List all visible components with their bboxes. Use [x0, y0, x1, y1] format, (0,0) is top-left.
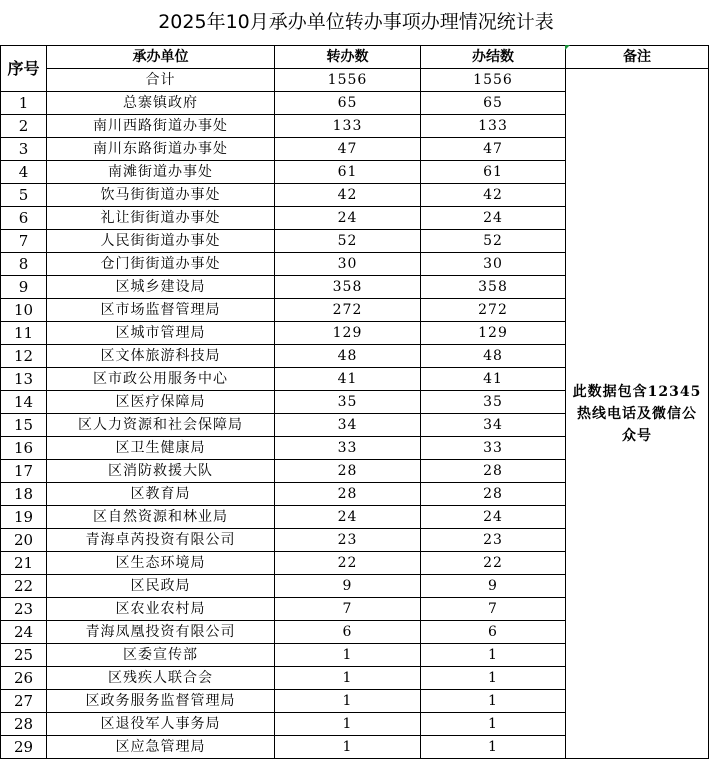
row-transferred: 47 [275, 138, 421, 161]
row-completed: 34 [421, 414, 566, 437]
row-transferred: 1 [275, 736, 421, 759]
total-transferred: 1556 [275, 69, 421, 92]
row-transferred: 1 [275, 690, 421, 713]
row-completed: 1 [421, 667, 566, 690]
page-title: 2025年10月承办单位转办事项办理情况统计表 [158, 11, 554, 33]
row-transferred: 272 [275, 299, 421, 322]
row-completed: 41 [421, 368, 566, 391]
row-completed: 42 [421, 184, 566, 207]
row-org: 区退役军人事务局 [47, 713, 275, 736]
row-completed: 1 [421, 644, 566, 667]
header-completed: 办结数 [421, 46, 566, 69]
statistics-table [0, 45, 709, 759]
row-org: 区政务服务监督管理局 [47, 690, 275, 713]
row-seq: 24 [1, 621, 47, 644]
row-seq: 28 [1, 713, 47, 736]
row-seq: 25 [1, 644, 47, 667]
row-org: 区文体旅游科技局 [47, 345, 275, 368]
row-org: 区市政公用服务中心 [47, 368, 275, 391]
row-org: 饮马街街道办事处 [47, 184, 275, 207]
header-transferred: 转办数 [275, 46, 421, 69]
row-transferred: 24 [275, 207, 421, 230]
row-seq: 6 [1, 207, 47, 230]
row-transferred: 33 [275, 437, 421, 460]
row-transferred: 41 [275, 368, 421, 391]
row-completed: 24 [421, 506, 566, 529]
comment-indicator [565, 45, 570, 50]
row-transferred: 23 [275, 529, 421, 552]
row-org: 人民街街道办事处 [47, 230, 275, 253]
row-completed: 23 [421, 529, 566, 552]
row-completed: 22 [421, 552, 566, 575]
row-seq: 16 [1, 437, 47, 460]
row-completed: 61 [421, 161, 566, 184]
row-completed: 9 [421, 575, 566, 598]
row-org: 区医疗保障局 [47, 391, 275, 414]
row-org: 区市场监督管理局 [47, 299, 275, 322]
row-org: 区教育局 [47, 483, 275, 506]
total-label: 合计 [47, 69, 275, 92]
row-transferred: 34 [275, 414, 421, 437]
row-seq: 22 [1, 575, 47, 598]
row-transferred: 9 [275, 575, 421, 598]
row-org: 仓门街街道办事处 [47, 253, 275, 276]
row-seq: 4 [1, 161, 47, 184]
table-body [1, 46, 709, 759]
row-transferred: 48 [275, 345, 421, 368]
row-transferred: 129 [275, 322, 421, 345]
row-org: 南滩街道办事处 [47, 161, 275, 184]
row-seq: 15 [1, 414, 47, 437]
row-completed: 33 [421, 437, 566, 460]
row-completed: 48 [421, 345, 566, 368]
row-org: 青海卓芮投资有限公司 [47, 529, 275, 552]
row-seq: 13 [1, 368, 47, 391]
row-seq: 8 [1, 253, 47, 276]
row-completed: 1 [421, 713, 566, 736]
row-completed: 30 [421, 253, 566, 276]
row-seq: 20 [1, 529, 47, 552]
row-transferred: 7 [275, 598, 421, 621]
row-org: 礼让街街道办事处 [47, 207, 275, 230]
row-org: 区卫生健康局 [47, 437, 275, 460]
row-transferred: 42 [275, 184, 421, 207]
header-seq: 序号 [1, 46, 47, 92]
header-org: 承办单位 [47, 46, 275, 69]
row-transferred: 358 [275, 276, 421, 299]
row-completed: 129 [421, 322, 566, 345]
row-seq: 26 [1, 667, 47, 690]
row-seq: 5 [1, 184, 47, 207]
row-completed: 24 [421, 207, 566, 230]
row-completed: 6 [421, 621, 566, 644]
row-seq: 7 [1, 230, 47, 253]
row-completed: 47 [421, 138, 566, 161]
row-transferred: 61 [275, 161, 421, 184]
row-transferred: 28 [275, 460, 421, 483]
row-org: 区委宣传部 [47, 644, 275, 667]
note-cell: 此数据包含12345热线电话及微信公众号 [566, 69, 709, 759]
row-transferred: 1 [275, 644, 421, 667]
row-completed: 1 [421, 690, 566, 713]
row-seq: 23 [1, 598, 47, 621]
row-seq: 14 [1, 391, 47, 414]
row-org: 区人力资源和社会保障局 [47, 414, 275, 437]
row-org: 区应急管理局 [47, 736, 275, 759]
row-transferred: 1 [275, 713, 421, 736]
row-seq: 17 [1, 460, 47, 483]
row-org: 区城市管理局 [47, 322, 275, 345]
row-seq: 1 [1, 92, 47, 115]
row-seq: 12 [1, 345, 47, 368]
row-completed: 28 [421, 460, 566, 483]
header-note: 备注 [566, 46, 709, 69]
row-org: 区自然资源和林业局 [47, 506, 275, 529]
row-org: 区生态环境局 [47, 552, 275, 575]
row-completed: 358 [421, 276, 566, 299]
row-seq: 29 [1, 736, 47, 759]
row-completed: 1 [421, 736, 566, 759]
row-org: 南川西路街道办事处 [47, 115, 275, 138]
row-transferred: 1 [275, 667, 421, 690]
row-org: 区民政局 [47, 575, 275, 598]
row-transferred: 133 [275, 115, 421, 138]
row-seq: 3 [1, 138, 47, 161]
row-seq: 2 [1, 115, 47, 138]
row-org: 总寨镇政府 [47, 92, 275, 115]
row-completed: 272 [421, 299, 566, 322]
row-transferred: 28 [275, 483, 421, 506]
total-completed: 1556 [421, 69, 566, 92]
row-seq: 11 [1, 322, 47, 345]
total-row [1, 69, 709, 92]
row-completed: 7 [421, 598, 566, 621]
row-org: 区消防救援大队 [47, 460, 275, 483]
row-seq: 27 [1, 690, 47, 713]
row-completed: 133 [421, 115, 566, 138]
row-seq: 9 [1, 276, 47, 299]
row-seq: 10 [1, 299, 47, 322]
row-completed: 28 [421, 483, 566, 506]
row-completed: 35 [421, 391, 566, 414]
row-transferred: 65 [275, 92, 421, 115]
row-completed: 52 [421, 230, 566, 253]
row-seq: 18 [1, 483, 47, 506]
row-transferred: 30 [275, 253, 421, 276]
row-org: 区城乡建设局 [47, 276, 275, 299]
row-completed: 65 [421, 92, 566, 115]
row-org: 青海凤凰投资有限公司 [47, 621, 275, 644]
row-transferred: 22 [275, 552, 421, 575]
row-seq: 21 [1, 552, 47, 575]
row-org: 区农业农村局 [47, 598, 275, 621]
header-row [1, 46, 709, 69]
row-org: 区残疾人联合会 [47, 667, 275, 690]
row-org: 南川东路街道办事处 [47, 138, 275, 161]
row-transferred: 35 [275, 391, 421, 414]
row-transferred: 6 [275, 621, 421, 644]
row-transferred: 52 [275, 230, 421, 253]
row-seq: 19 [1, 506, 47, 529]
row-transferred: 24 [275, 506, 421, 529]
